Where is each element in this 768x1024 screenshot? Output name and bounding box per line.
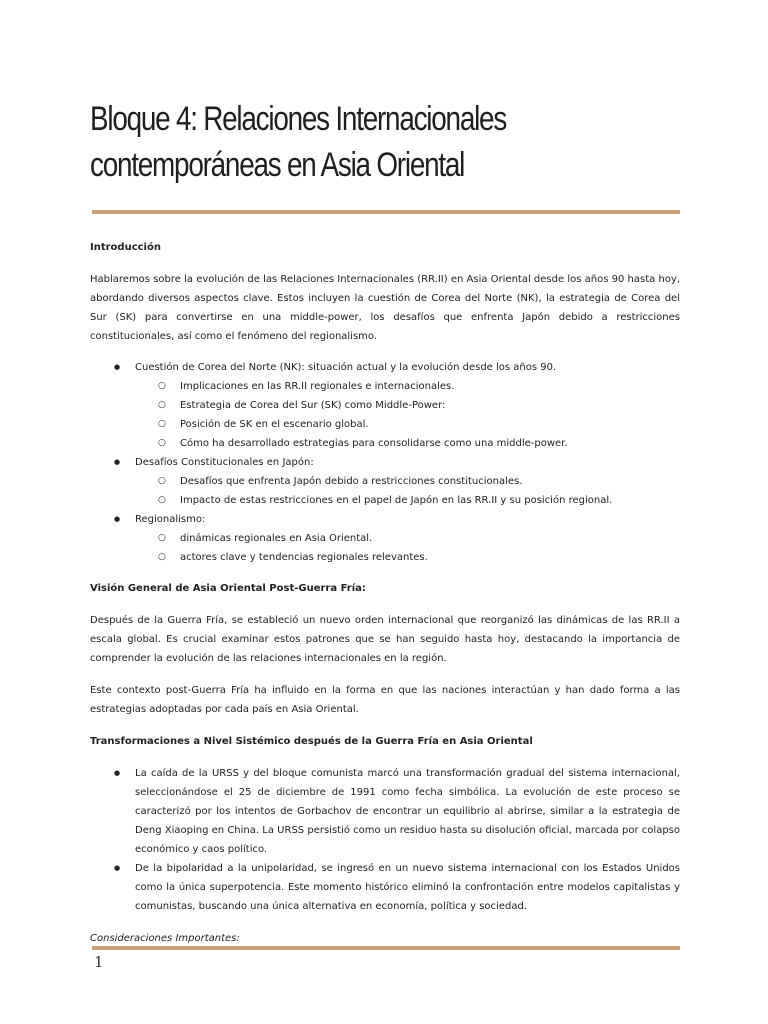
- list-item: ○ actores clave y tendencias regionales relevantes.: [90, 548, 680, 567]
- footer-rule: [92, 946, 680, 950]
- list-item: ○ Posición de SK en el escenario global.: [90, 415, 680, 434]
- considerations-heading: Consideraciones Importantes:: [90, 933, 240, 944]
- list-item: ● Cuestión de Corea del Norte (NK): situación actual y la evolución desde los años 90.: [90, 358, 680, 377]
- intro-paragraph: Hablaremos sobre la evolución de las Relaciones Internacionales (RR.II) en Asia Oriental desde los años 90 hasta hoy, abordando diversos aspectos clave. Estos incluyen la cuestión de Corea del Norte (NK), la estrategia de Corea del Sur (SK) para convertirse en una middle-power, los desafíos que enfrenta Japón debido a restricciones constitucionales, así como el fenómeno del regionalismo.: [90, 274, 680, 342]
- list-item: ● Desafíos Constitucionales en Japón:: [90, 453, 680, 472]
- header-rule: [92, 210, 680, 214]
- overview-paragraph-1: Después de la Guerra Fría, se estableció un nuevo orden internacional que reorganizó las dinámicas de las RR.II a escala global. Es crucial examinar estos patrones que se han seguido hasta hoy, destacando la importancia de comprender la evolución de las relaciones internacionales en la región.: [90, 615, 680, 664]
- intro-heading: Introducción: [90, 242, 161, 253]
- list-item: ● La caída de la URSS y del bloque comunista marcó una transformación gradual del sistema internacional, seleccionándose el 25 de diciembre de 1991 como fecha simbólica. La evolución de este proceso se caracterizó por los intentos de Gorbachov de encontrar un equilibrio al abrirse, similar a la estrategia de Deng Xiaoping en China. La URSS persistió como un residuo hasta su disolución oficial, marcada por colapso económico y caos político.: [90, 764, 680, 859]
- list-item: ● Regionalismo:: [90, 510, 680, 529]
- outline-list: [90, 358, 680, 567]
- overview-heading: Visión General de Asia Oriental Post-Guerra Fría:: [90, 583, 366, 594]
- list-item: ● De la bipolaridad a la unipolaridad, se ingresó en un nuevo sistema internacional con los Estados Unidos como la única superpotencia. Este momento histórico eliminó la confrontación entre modelos capitalistas y comunistas, buscando una única alternativa en economía, política y sociedad.: [90, 859, 680, 916]
- title-text: Bloque 4: Relaciones Internacionales contemporáneas en Asia Oriental: [90, 100, 507, 184]
- page-number: 1: [94, 953, 104, 971]
- document-body: [90, 238, 680, 948]
- transform-heading: Transformaciones a Nivel Sistémico después de la Guerra Fría en Asia Oriental: [90, 736, 533, 747]
- list-item: ○ Desafíos que enfrenta Japón debido a restricciones constitucionales.: [90, 472, 680, 491]
- list-item: ○ dinámicas regionales en Asia Oriental.: [90, 529, 680, 548]
- overview-paragraph-2: Este contexto post-Guerra Fría ha influido en la forma en que las naciones interactúan y han dado forma a las estrategias adoptadas por cada país en Asia Oriental.: [90, 685, 680, 715]
- list-item: ○ Estrategia de Corea del Sur (SK) como Middle-Power:: [90, 396, 680, 415]
- document-title: [90, 96, 582, 188]
- list-item: ○ Implicaciones en las RR.II regionales e internacionales.: [90, 377, 680, 396]
- list-item: ○ Impacto de estas restricciones en el papel de Japón en las RR.II y su posición regional.: [90, 491, 680, 510]
- list-item: ○ Cómo ha desarrollado estrategias para consolidarse como una middle-power.: [90, 434, 680, 453]
